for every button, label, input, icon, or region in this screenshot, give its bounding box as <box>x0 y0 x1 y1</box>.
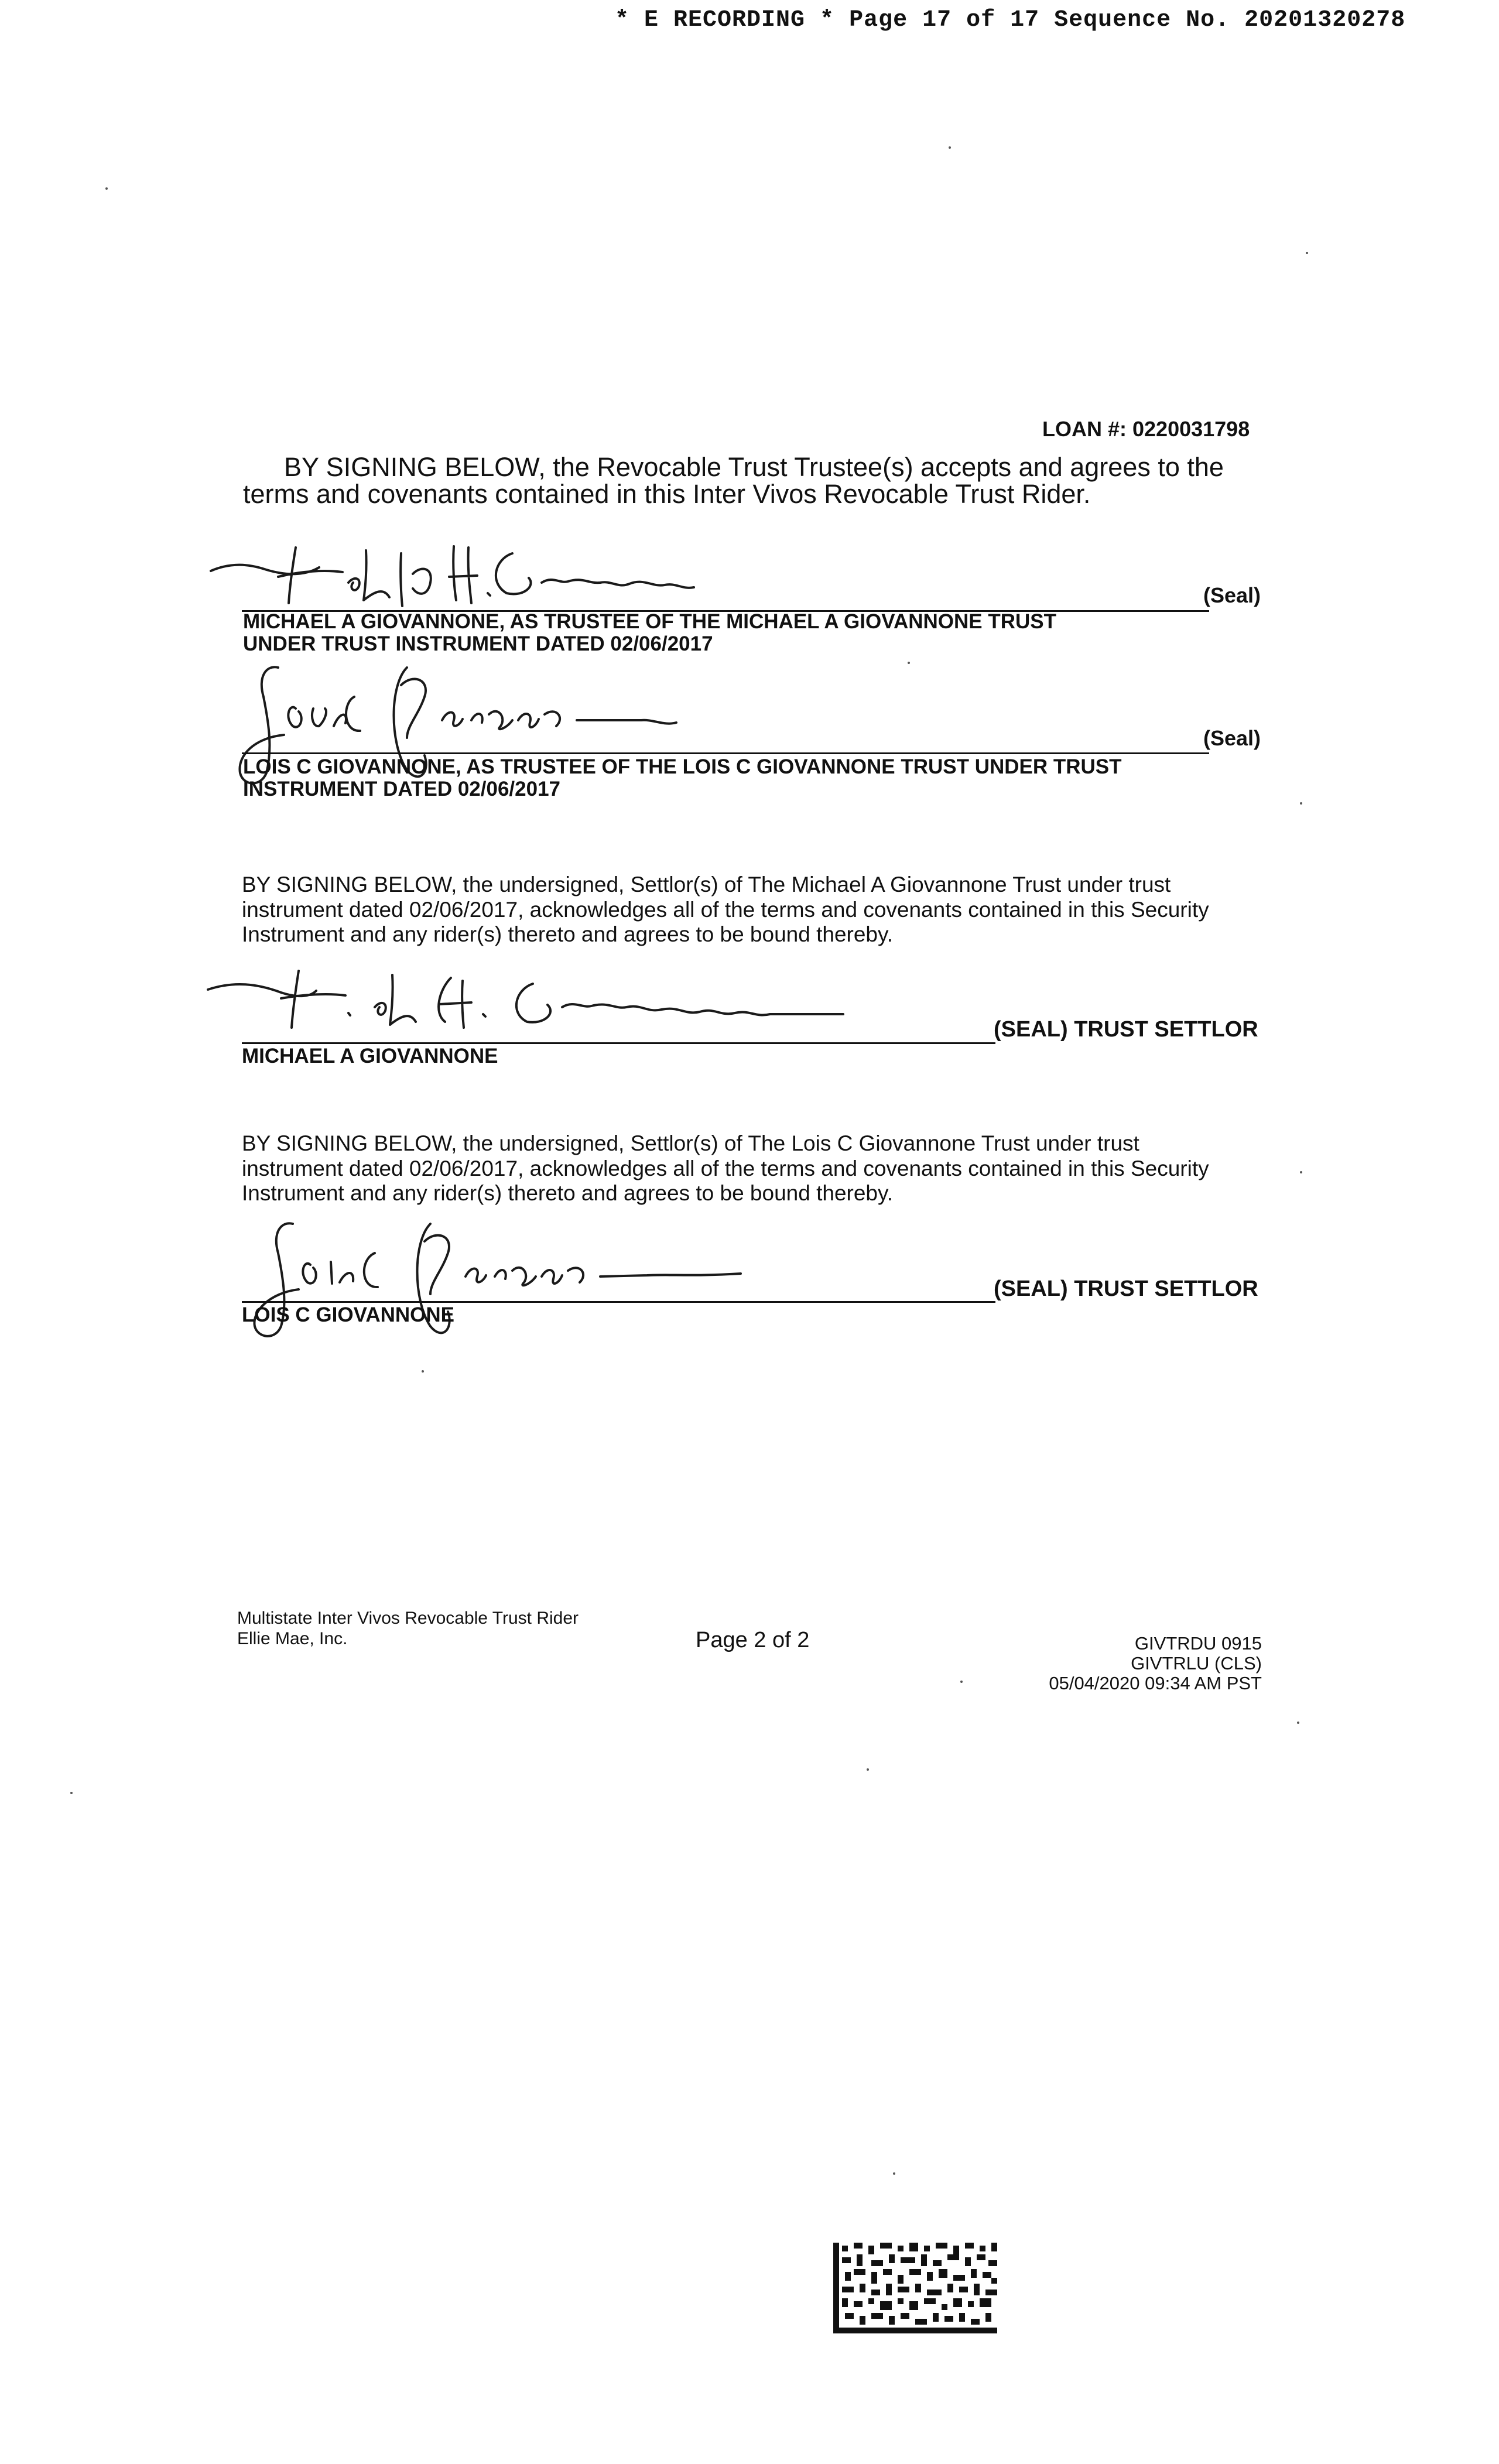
michael-settlor-signature <box>205 966 878 1048</box>
lois-settlor-signature-line <box>242 1301 995 1303</box>
michael-settlor-text-line-2: instrument dated 02/06/2017, acknowledges all of the terms and covenants contained in this Security <box>242 898 1209 922</box>
scan-speck <box>105 187 108 190</box>
lois-trustee-signature-line <box>242 752 1209 754</box>
michael-trustee-seal-label: (Seal) <box>1203 583 1261 607</box>
scan-speck <box>960 1681 963 1683</box>
lois-settlor-text-line-1: BY SIGNING BELOW, the undersigned, Settlor(s) of The Lois C Giovannone Trust under trust <box>242 1131 1139 1155</box>
michael-settlor-text-line-1: BY SIGNING BELOW, the undersigned, Settlor(s) of The Michael A Giovannone Trust under trust <box>242 872 1171 896</box>
michael-trustee-caption-line-1: MICHAEL A GIOVANNONE, AS TRUSTEE OF THE MICHAEL A GIOVANNONE TRUST <box>243 610 1057 633</box>
intro-line-2: terms and covenants contained in this Inter Vivos Revocable Trust Rider. <box>243 479 1091 509</box>
footer-code-1: GIVTRDU 0915 <box>1134 1633 1262 1654</box>
scan-speck <box>1306 252 1308 254</box>
document-barcode <box>833 2243 997 2333</box>
scan-speck <box>949 146 951 149</box>
michael-settlor-seal-label: (SEAL) TRUST SETTLOR <box>994 1017 1258 1042</box>
scan-speck <box>908 662 910 664</box>
scan-speck <box>70 1792 73 1794</box>
lois-settlor-text-line-2: instrument dated 02/06/2017, acknowledges all of the terms and covenants contained in this Security <box>242 1156 1209 1180</box>
michael-settlor-signature-line <box>242 1042 995 1044</box>
lois-trustee-caption-line-2: INSTRUMENT DATED 02/06/2017 <box>243 778 561 800</box>
recording-stamp: * E RECORDING * Page 17 of 17 Sequence No. 20201320278 <box>615 7 1406 33</box>
lois-trustee-seal-label: (Seal) <box>1203 726 1261 750</box>
scan-speck <box>422 1370 424 1373</box>
scan-speck <box>1297 1722 1299 1724</box>
lois-settlor-name: LOIS C GIOVANNONE <box>242 1303 454 1326</box>
lois-settlor-signature <box>237 1218 776 1353</box>
footer-publisher: Ellie Mae, Inc. <box>237 1629 348 1648</box>
michael-settlor-name: MICHAEL A GIOVANNONE <box>242 1045 498 1067</box>
lois-settlor-seal-label: (SEAL) TRUST SETTLOR <box>994 1277 1258 1301</box>
footer-timestamp: 05/04/2020 09:34 AM PST <box>1049 1673 1262 1693</box>
michael-trustee-caption-line-2: UNDER TRUST INSTRUMENT DATED 02/06/2017 <box>243 632 713 655</box>
scan-speck <box>1300 1171 1302 1173</box>
loan-number: LOAN #: 0220031798 <box>1042 417 1250 441</box>
footer-code-2: GIVTRLU (CLS) <box>1131 1653 1262 1674</box>
footer-page-number: Page 2 of 2 <box>696 1628 810 1652</box>
lois-trustee-caption-line-1: LOIS C GIOVANNONE, AS TRUSTEE OF THE LOIS C GIOVANNONE TRUST UNDER TRUST <box>243 755 1122 778</box>
footer-form-title: Multistate Inter Vivos Revocable Trust Rider <box>237 1609 579 1628</box>
scan-speck <box>893 2172 895 2175</box>
scan-speck <box>867 1768 869 1771</box>
lois-settlor-text-line-3: Instrument and any rider(s) thereto and agrees to be bound thereby. <box>242 1181 894 1205</box>
intro-line-1: BY SIGNING BELOW, the Revocable Trust Trustee(s) accepts and agrees to the <box>284 452 1224 482</box>
scan-speck <box>1300 802 1302 805</box>
michael-settlor-text-line-3: Instrument and any rider(s) thereto and agrees to be bound thereby. <box>242 922 894 946</box>
